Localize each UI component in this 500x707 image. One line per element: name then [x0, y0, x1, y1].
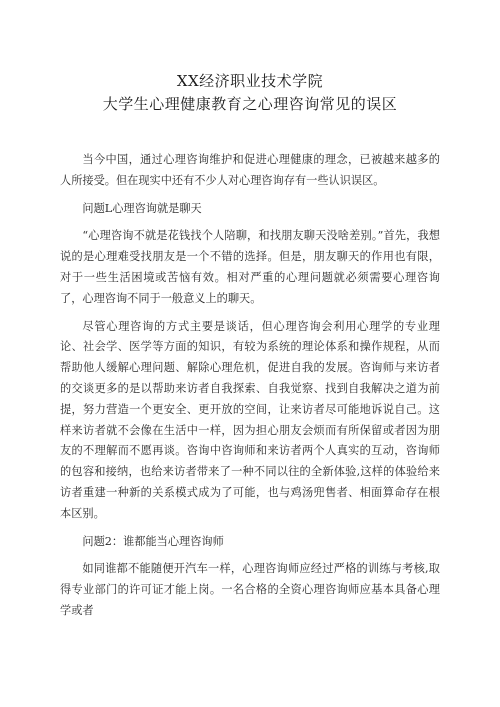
- institution-title: XX经济职业技术学院: [176, 72, 324, 90]
- question-2-heading: 问题2：谁都能当心理咨询师: [82, 534, 224, 548]
- intro-paragraph: 当今中国，通过心理咨询维护和促进心理健康的理念，已被越来越多的人所接受。但在现实中还有不少人对心理咨询存有一些认识误区。: [60, 153, 440, 187]
- question-1-paragraph-1: “心理咨询不就是花钱找个人陪聊，和找朋友聊天没啥差别。”首先，我想说的是心理难受找朋友是一个不错的选择。但是，朋友聊天的作用也有限，对于一些生活困境或苦恼有效。相对严重的心理问题就必须需要心理咨询了，心理咨询不同于一般意义上的聊天。: [60, 229, 440, 305]
- question-1-heading: 问题L心理咨询就是聊天: [82, 201, 202, 215]
- document-title: 大学生心理健康教育之心理咨询常见的误区: [102, 95, 398, 113]
- question-1-paragraph-2: 尽管心理咨询的方式主要是谈话，但心理咨询会利用心理学的专业理论、社会学、医学等方面的知识，有较为系统的理论体系和操作规程，从而帮助他人缓解心理问题、解除心理危机，促进自我的发展。咨询师与来访者的交谈更多的是以帮助来访者自我探索、自我觉察、找到自我解决之道为前提，努力营造一个更安全、更开放的空间，让来访者尽可能地诉说自己。这样来访者就不会像在生活中一样，因为担心朋友会烦而有所保留或者因为朋友的不理解而不愿再谈。咨询中咨询师和来访者两个人真实的互动，咨询师的包容和接纳，也给来访者带来了一种不同以往的全新体验,这样的体验给来访者重建一种新的关系模式成为了可能，也与鸡汤兜售者、相面算命存在根本区别。: [60, 319, 440, 520]
- document-body: [60, 150, 440, 622]
- document-title-block: [60, 70, 440, 116]
- question-2-paragraph-1: 如同谁都不能随便开汽车一样，心理咨询师应经过严格的训练与考核,取得专业部门的许可证才能上岗。一名合格的全资心理咨询师应基本具备心理学或者: [60, 562, 440, 617]
